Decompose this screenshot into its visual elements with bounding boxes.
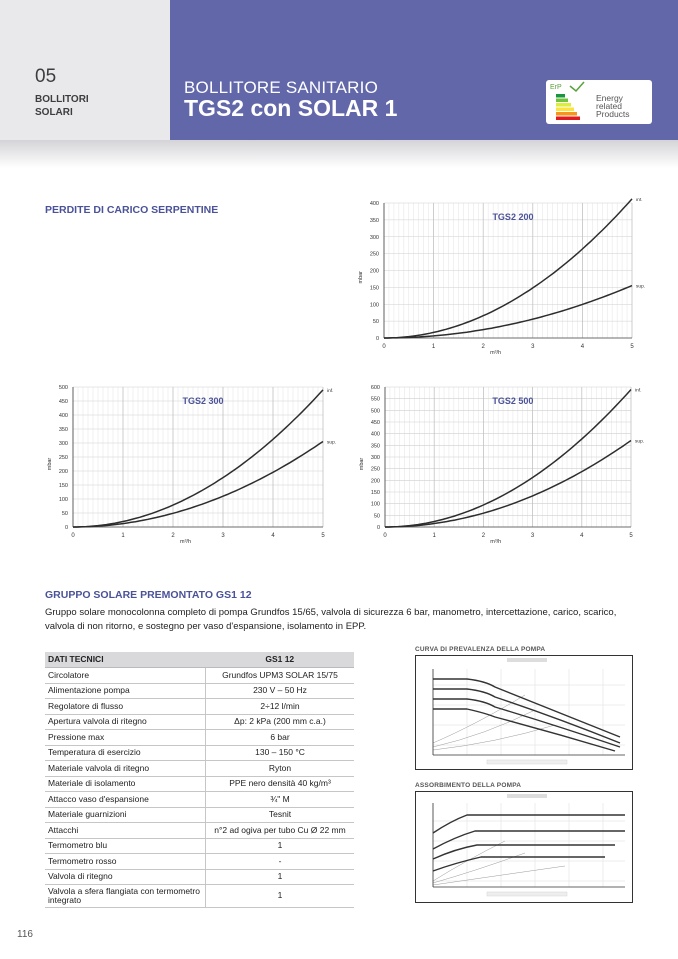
pump-power-chart bbox=[415, 791, 633, 903]
x-tick-label: 0 bbox=[383, 533, 387, 539]
y-tick-label: 50 bbox=[373, 513, 380, 520]
erp-initials: ErP bbox=[550, 84, 562, 91]
pump-head-chart bbox=[415, 655, 633, 770]
row-label: Circolatore bbox=[45, 668, 206, 684]
y-tick-label: 150 bbox=[370, 490, 380, 496]
table-row bbox=[45, 714, 354, 730]
row-label: Alimentazione pompa bbox=[45, 683, 206, 699]
group-section-title: GRUPPO SOLARE PREMONTATO GS1 12 bbox=[45, 589, 252, 601]
row-value: 1 bbox=[206, 885, 355, 908]
row-value: ¾" M bbox=[206, 792, 355, 808]
technical-data-table bbox=[45, 652, 354, 908]
table-row bbox=[45, 885, 354, 908]
pump-head-title: CURVA DI PREVALENZA DELLA POMPA bbox=[415, 646, 546, 653]
table-header-row bbox=[45, 652, 354, 668]
row-label: Apertura valvola di ritegno bbox=[45, 714, 206, 730]
x-tick-label: 5 bbox=[321, 533, 325, 539]
y-tick-label: 0 bbox=[376, 525, 380, 531]
row-label: Termometro rosso bbox=[45, 854, 206, 870]
y-tick-label: 100 bbox=[58, 497, 68, 503]
table-header-label: DATI TECNICI bbox=[45, 652, 206, 668]
x-tick-label: 5 bbox=[629, 533, 633, 539]
group-description: Gruppo solare monocolonna completo di pompa Grundfos 15/65, valvola di sicurezza 6 bar, manometro, intercettazione, carico, scarico, valvola di non ritorno, e sostegno per vaso d'espansione, isolamento in EPP. bbox=[45, 607, 617, 632]
section-number: 05 bbox=[35, 66, 57, 87]
y-tick-label: 250 bbox=[58, 455, 68, 461]
y-tick-label: 300 bbox=[58, 441, 68, 447]
x-tick-label: 2 bbox=[481, 344, 485, 350]
table-row bbox=[45, 761, 354, 777]
erp-line1: Energy bbox=[596, 93, 623, 103]
row-label: Attacco vaso d'espansione bbox=[45, 792, 206, 808]
y-tick-label: 0 bbox=[64, 525, 68, 531]
row-label: Pressione max bbox=[45, 730, 206, 746]
y-tick-label: 0 bbox=[375, 336, 379, 342]
x-tick-label: 3 bbox=[530, 533, 535, 539]
y-tick-label: 50 bbox=[61, 511, 68, 517]
erp-text bbox=[596, 94, 630, 118]
row-value: Tesnit bbox=[206, 807, 355, 823]
x-tick-label: 2 bbox=[481, 533, 486, 539]
series-label: inf. bbox=[635, 388, 642, 394]
chart-title: TGS2 500 bbox=[492, 396, 534, 406]
y-tick-label: 400 bbox=[58, 413, 68, 419]
row-value: - bbox=[206, 854, 355, 870]
y-tick-label: 300 bbox=[370, 455, 380, 461]
y-tick-label: 350 bbox=[58, 427, 68, 433]
y-tick-label: 300 bbox=[369, 234, 379, 241]
row-value: 6 bar bbox=[206, 730, 355, 746]
x-tick-label: 1 bbox=[431, 344, 436, 350]
row-label: Valvola a sfera flangiata con termometro integrato bbox=[45, 885, 206, 908]
losses-section-title: PERDITE DI CARICO SERPENTINE bbox=[45, 204, 219, 216]
table-header-value: GS1 12 bbox=[206, 652, 355, 668]
x-tick-label: 4 bbox=[580, 344, 585, 350]
row-value: n°2 ad ogiva per tubo Cu Ø 22 mm bbox=[206, 823, 355, 839]
row-value: 2÷12 l/min bbox=[206, 699, 355, 715]
y-tick-label: 600 bbox=[370, 385, 380, 391]
x-tick-label: 3 bbox=[221, 533, 225, 539]
page-subtitle: BOLLITORE SANITARIO bbox=[184, 78, 378, 97]
series-label: sup. bbox=[635, 439, 645, 445]
row-value: 1 bbox=[206, 869, 355, 885]
y-tick-label: 200 bbox=[369, 268, 379, 275]
x-tick-label: 4 bbox=[271, 533, 275, 539]
y-tick-label: 500 bbox=[58, 385, 68, 391]
y-tick-label: 250 bbox=[369, 251, 379, 258]
table-row bbox=[45, 807, 354, 823]
chart-tgs2-300 bbox=[40, 381, 350, 549]
x-tick-label: 5 bbox=[630, 344, 634, 350]
y-tick-label: 400 bbox=[370, 431, 380, 438]
series-label: sup. bbox=[327, 440, 337, 446]
x-tick-label: 3 bbox=[531, 344, 535, 350]
page-number: 116 bbox=[17, 929, 33, 940]
table-row bbox=[45, 823, 354, 839]
row-value: Ryton bbox=[206, 761, 355, 777]
chart-title: TGS2 300 bbox=[182, 396, 224, 406]
section-name-line2: SOLARI bbox=[35, 107, 73, 118]
x-axis-label: m³/h bbox=[180, 539, 191, 545]
row-label: Temperatura di esercizio bbox=[45, 745, 206, 761]
row-label: Attacchi bbox=[45, 823, 206, 839]
table-row bbox=[45, 683, 354, 699]
series-label: inf. bbox=[636, 198, 643, 203]
y-axis-label: mbar bbox=[47, 457, 53, 471]
row-label: Materiale guarnizioni bbox=[45, 807, 206, 823]
page-title: TGS2 con SOLAR 1 bbox=[184, 95, 398, 121]
table-row bbox=[45, 776, 354, 792]
header-shadow bbox=[0, 140, 678, 168]
row-value: PPE nero densità 40 kg/m³ bbox=[206, 776, 355, 792]
series-label: sup. bbox=[636, 284, 646, 290]
chart-tgs2-500 bbox=[352, 381, 652, 549]
erp-line3: Products bbox=[596, 109, 630, 119]
row-value: 130 – 150 °C bbox=[206, 745, 355, 761]
x-axis-label: m³/h bbox=[490, 350, 502, 356]
row-label: Regolatore di flusso bbox=[45, 699, 206, 715]
chart-title: TGS2 200 bbox=[492, 212, 534, 222]
energy-label-icon bbox=[548, 80, 596, 124]
y-tick-label: 350 bbox=[369, 217, 379, 224]
y-tick-label: 200 bbox=[58, 469, 68, 475]
x-tick-label: 0 bbox=[382, 344, 386, 350]
y-tick-label: 250 bbox=[370, 466, 380, 473]
x-tick-label: 1 bbox=[121, 533, 125, 539]
table-row bbox=[45, 745, 354, 761]
table-row bbox=[45, 699, 354, 715]
erp-logo bbox=[546, 80, 652, 124]
series-label: inf. bbox=[327, 388, 334, 394]
y-axis-label: mbar bbox=[358, 270, 364, 284]
row-value: 1 bbox=[206, 838, 355, 854]
row-value: Grundfos UPM3 SOLAR 15/75 bbox=[206, 668, 355, 684]
y-tick-label: 500 bbox=[370, 408, 380, 415]
y-tick-label: 400 bbox=[369, 201, 379, 207]
pump-power-title: ASSORBIMENTO DELLA POMPA bbox=[415, 782, 522, 789]
table-row bbox=[45, 730, 354, 746]
erp-line2: related bbox=[596, 101, 622, 111]
row-label: Termometro blu bbox=[45, 838, 206, 854]
y-tick-label: 550 bbox=[370, 396, 380, 403]
x-axis-label: m³/h bbox=[490, 539, 502, 545]
y-tick-label: 150 bbox=[369, 285, 379, 292]
table-row bbox=[45, 869, 354, 885]
table-row bbox=[45, 668, 354, 684]
x-tick-label: 0 bbox=[71, 533, 75, 539]
section-name bbox=[35, 93, 89, 119]
x-tick-label: 2 bbox=[171, 533, 175, 539]
y-tick-label: 450 bbox=[58, 399, 68, 405]
row-label: Materiale valvola di ritegno bbox=[45, 761, 206, 777]
table-row bbox=[45, 792, 354, 808]
header-section-panel bbox=[0, 0, 170, 145]
y-tick-label: 50 bbox=[372, 319, 379, 326]
y-tick-label: 450 bbox=[370, 420, 380, 426]
x-tick-label: 4 bbox=[580, 533, 584, 539]
row-label: Valvola di ritegno bbox=[45, 869, 206, 885]
y-tick-label: 350 bbox=[370, 443, 380, 450]
section-name-line1: BOLLITORI bbox=[35, 94, 89, 105]
x-tick-label: 1 bbox=[432, 533, 436, 539]
table-row bbox=[45, 838, 354, 854]
table-row bbox=[45, 854, 354, 870]
chart-tgs2-200 bbox=[352, 198, 652, 360]
y-tick-label: 100 bbox=[370, 501, 380, 508]
row-value: Δp: 2 kPa (200 mm c.a.) bbox=[206, 714, 355, 730]
y-axis-label: mbar bbox=[359, 457, 365, 471]
row-label: Materiale di isolamento bbox=[45, 776, 206, 792]
row-value: 230 V – 50 Hz bbox=[206, 683, 355, 699]
y-tick-label: 200 bbox=[370, 478, 380, 485]
y-tick-label: 150 bbox=[58, 483, 68, 489]
y-tick-label: 100 bbox=[369, 302, 379, 309]
